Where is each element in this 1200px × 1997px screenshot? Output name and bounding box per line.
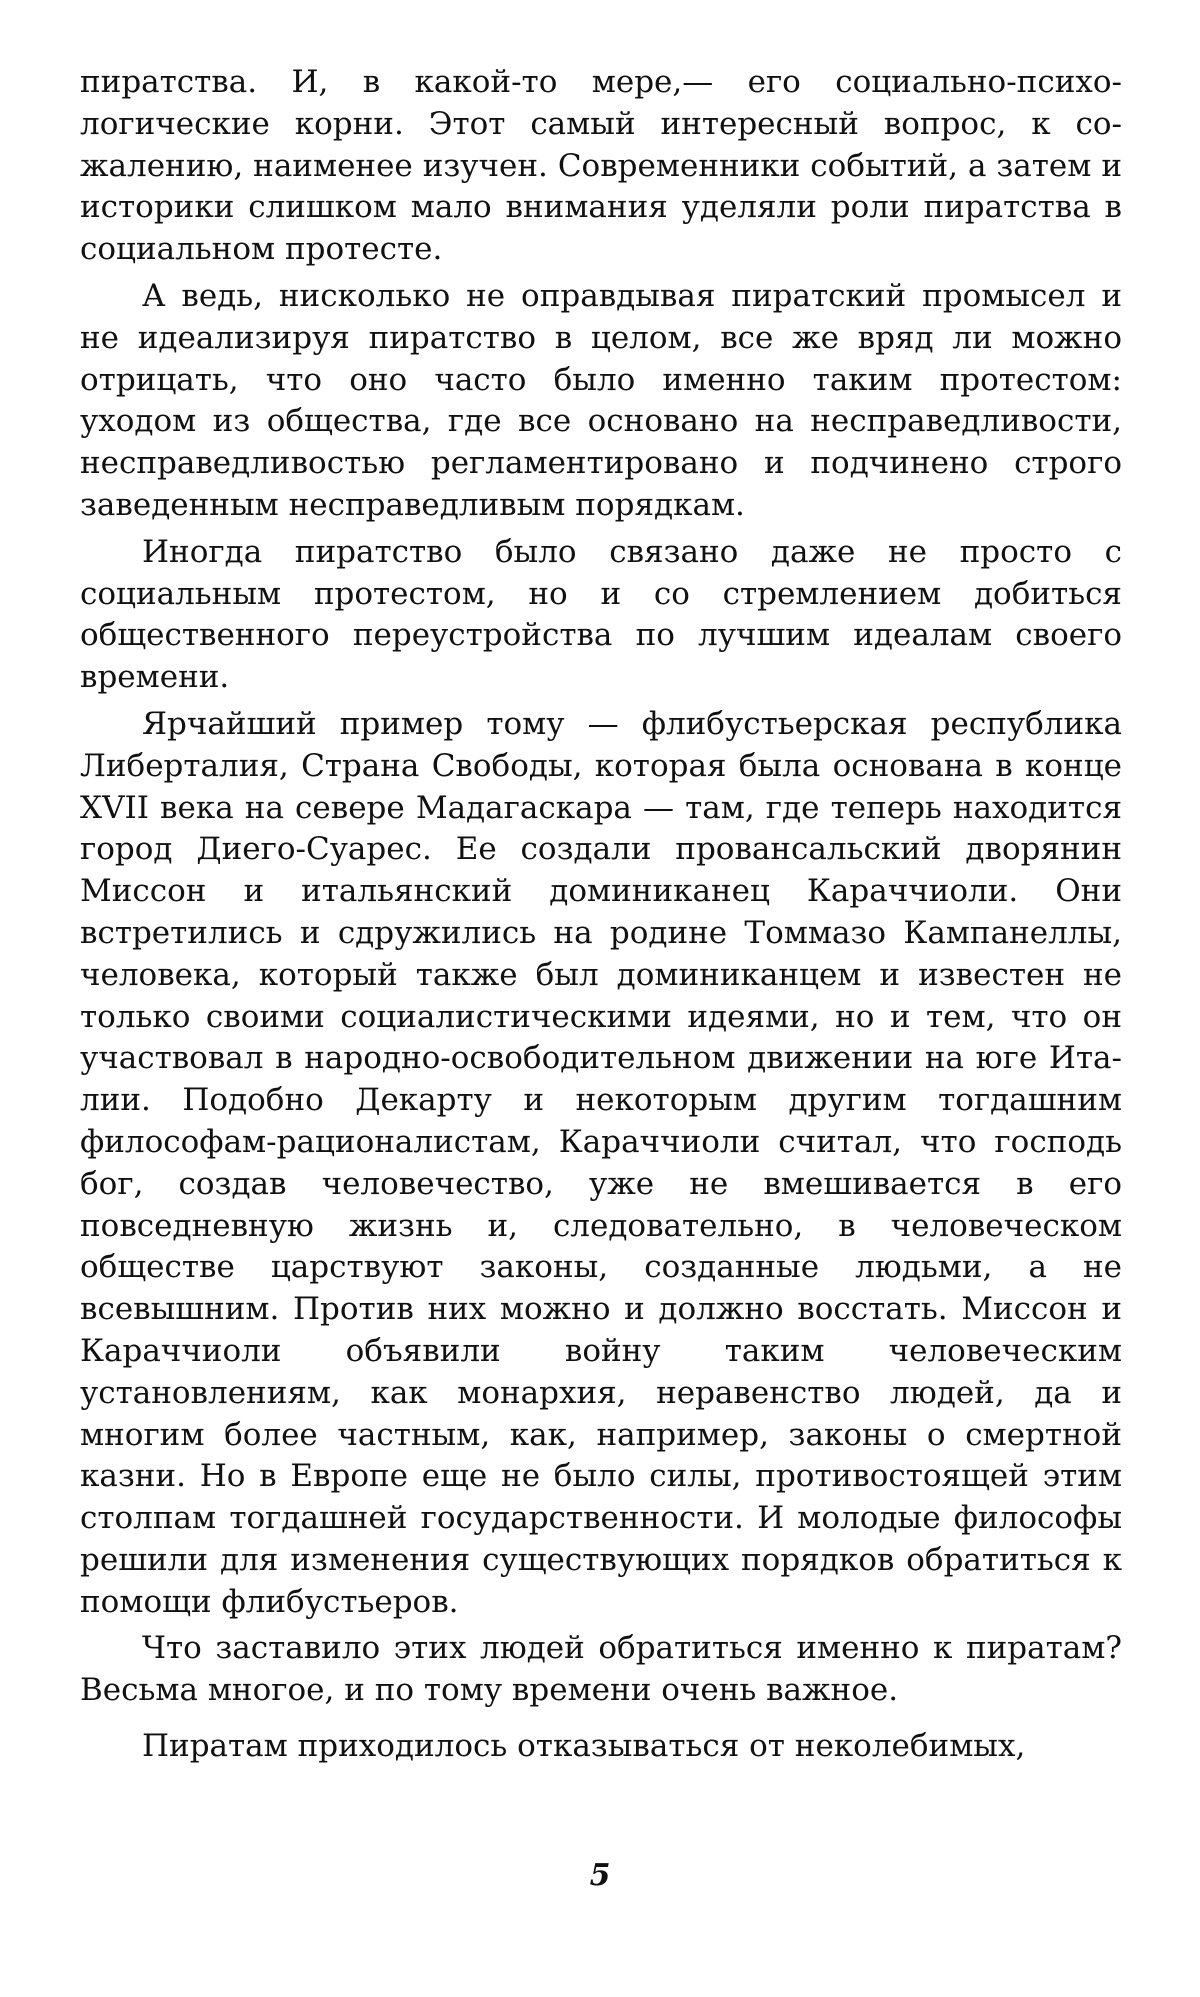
page-body [80, 62, 1122, 1773]
paragraph-4: Ярчайший пример тому — флибустьерская республика Либерталия, Страна Свободы, которая была основана в конце XVII века на севере Мадагаскара — там, где теперь находится город Диего-Суарес. Ее создали провансальский дворянин Миссон и итальянский доминиканец Караччиоли. Они встретились и сдружились на родине Томмазо Кампанеллы, человека, который также был доминиканцем и известен не только своими социалистическими идеями, но и тем, что он участвовал в народно-освободительном движении на юге Италии. Подобно Декарту и некоторым другим тогдашним философам-рационалистам, Караччиоли считал, что господь бог, создав человечество, уже не вмешивается в его повседневную жизнь и, следовательно, в человеческом обществе царствуют законы, созданные людьми, а не всевышним. Против них можно и должно восстать. Миссон и Караччиоли объявили войну таким человеческим установлениям, как монархия, неравенство людей, да и многим более частным, как, например, законы о смертной казни. Но в Европе еще не было силы, противостоящей этим столпам тогдашней государственности. И молодые философы решили для изменения существующих порядков обратиться к помощи флибустьеров. [80, 705, 1122, 1620]
paragraph-2: А ведь, нисколько не оправдывая пиратский промысел и не идеализируя пиратство в целом, все же вряд ли можно отрицать, что оно часто было именно таким протестом: уходом из общества, где все основано на несправедливости, несправедливостью регламентировано и подчинено строго заведенным несправедливым порядкам. [80, 277, 1122, 523]
paragraph-6: Пиратам приходилось отказываться от неколебимых, [142, 1728, 1026, 1765]
paragraph-1: пиратства. И, в какой-то мере,— его социально-психологические корни. Этот самый интересный вопрос, к сожалению, наименее изучен. Современники событий, а затем и историки слишком мало внимания уделяли роли пиратства в социальном протесте. [80, 64, 1122, 268]
paragraph-5: Что заставило этих людей обратиться именно к пиратам? Весьма многое, и по тому времени очень важное. [80, 1630, 1122, 1709]
page-number: 5 [589, 1858, 611, 1893]
paragraph-3: Иногда пиратство было связано даже не просто с социальным протестом, но и со стремлением добиться общественного переустройства по лучшим идеалам своего времени. [80, 533, 1122, 696]
